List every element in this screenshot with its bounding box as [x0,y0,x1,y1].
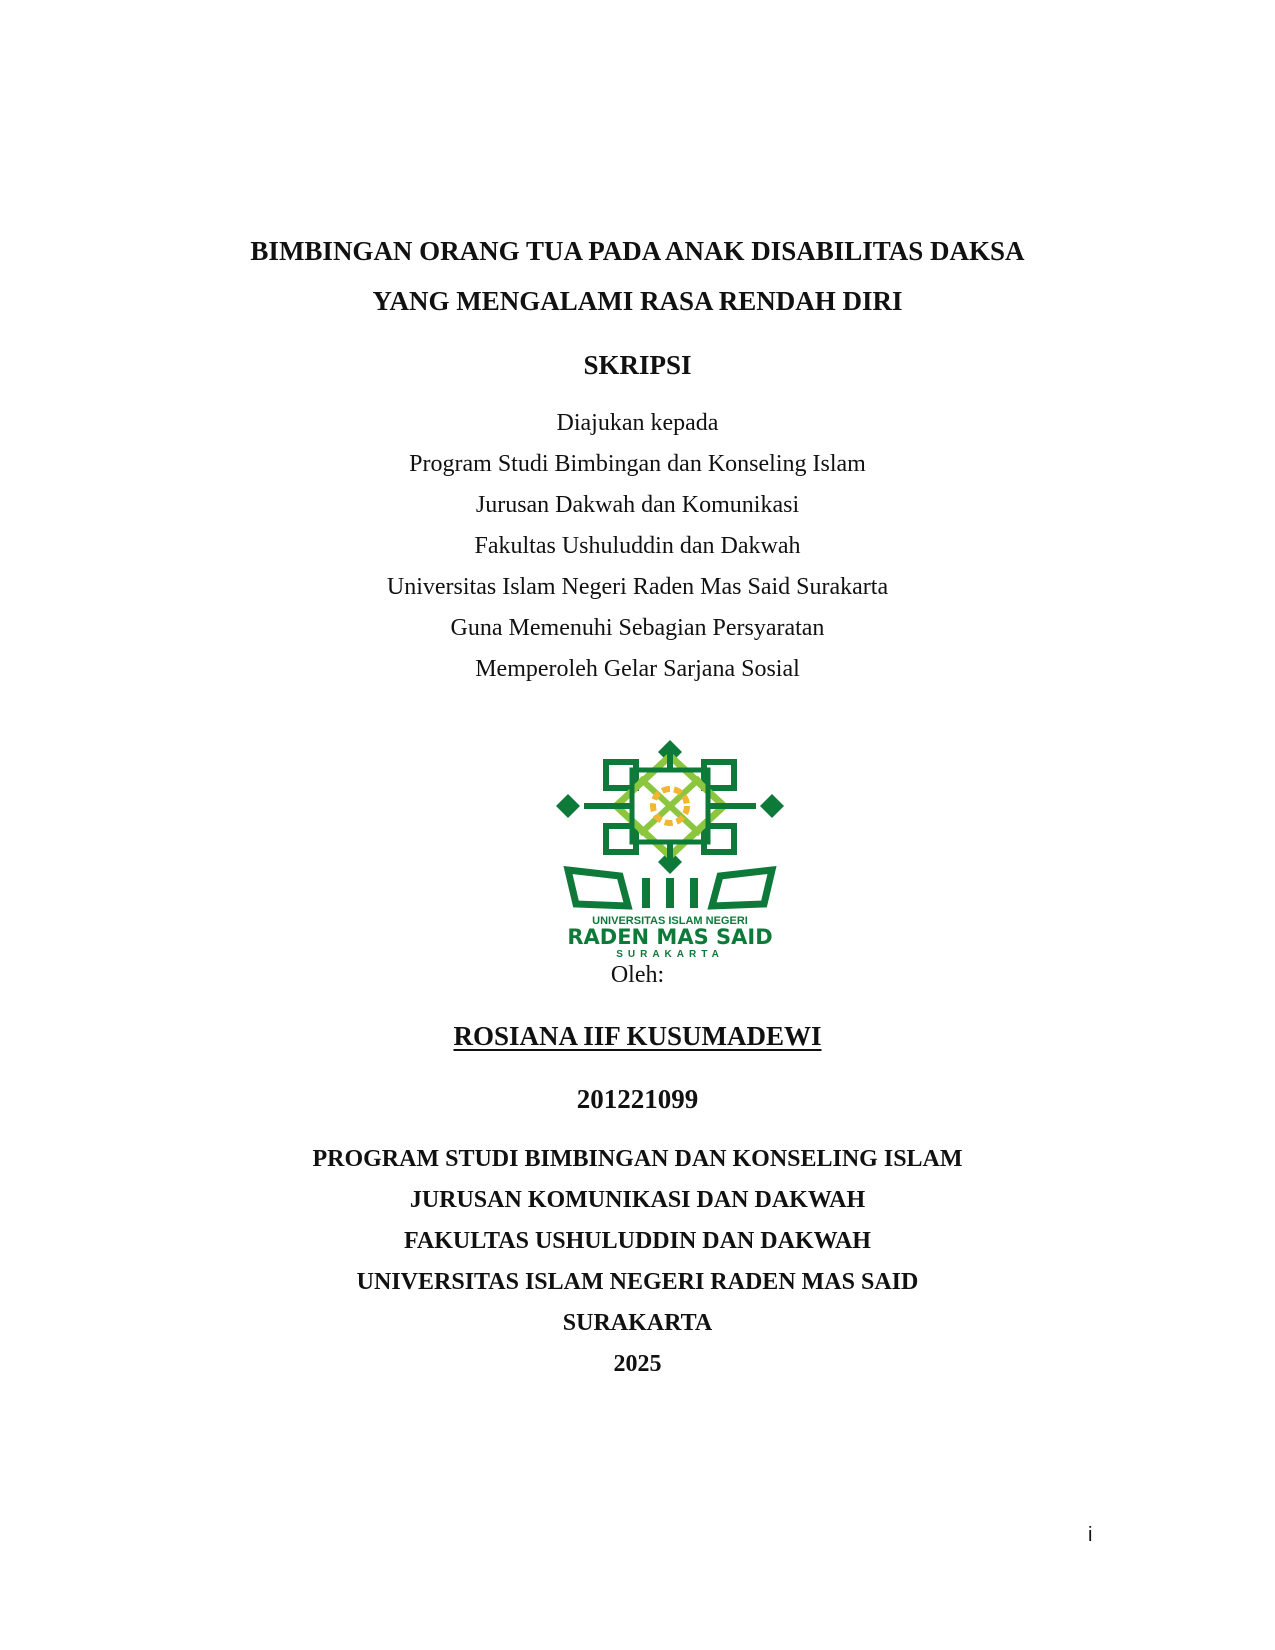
institution-line: JURUSAN KOMUNIKASI DAN DAKWAH [409,1187,866,1213]
thesis-title-line-2: YANG MENGALAMI RASA RENDAH DIRI [372,286,903,316]
logo-top-text: UNIVERSITAS ISLAM NEGERI [592,915,748,927]
submission-line: Diajukan kepada [556,410,719,436]
institution-line: UNIVERSITAS ISLAM NEGERI RADEN MAS SAID [356,1269,919,1295]
document-type: SKRIPSI [583,350,692,380]
author-name: ROSIANA IIF KUSUMADEWI [453,1021,822,1051]
institution-line: SURAKARTA [562,1310,713,1336]
star-emblem-icon [556,740,784,874]
submission-line: Guna Memenuhi Sebagian Persyaratan [450,615,825,641]
logo-city-text: SURAKARTA [616,949,724,960]
logo-main-text: RADEN MAS SAID [567,925,773,949]
submission-line: Fakultas Ushuluddin dan Dakwah [474,533,801,559]
page-number: i [1088,1524,1093,1546]
institution-line: PROGRAM STUDI BIMBINGAN DAN KONSELING ISLAM [312,1146,963,1172]
student-id: 201221099 [576,1084,699,1114]
submission-line: Jurusan Dakwah dan Komunikasi [475,492,800,518]
submission-line: Memperoleh Gelar Sarjana Sosial [475,656,800,682]
thesis-title-line-1: BIMBINGAN ORANG TUA PADA ANAK DISABILITAS DAKSA [250,236,1025,266]
open-book-icon [568,870,772,908]
submission-line: Program Studi Bimbingan dan Konseling Islam [409,451,866,477]
submission-line: Universitas Islam Negeri Raden Mas Said Surakarta [386,574,889,600]
by-label: Oleh: [610,962,665,988]
year: 2025 [613,1351,662,1377]
institution-line: FAKULTAS USHULUDDIN DAN DAKWAH [404,1228,871,1254]
university-logo [554,738,786,960]
